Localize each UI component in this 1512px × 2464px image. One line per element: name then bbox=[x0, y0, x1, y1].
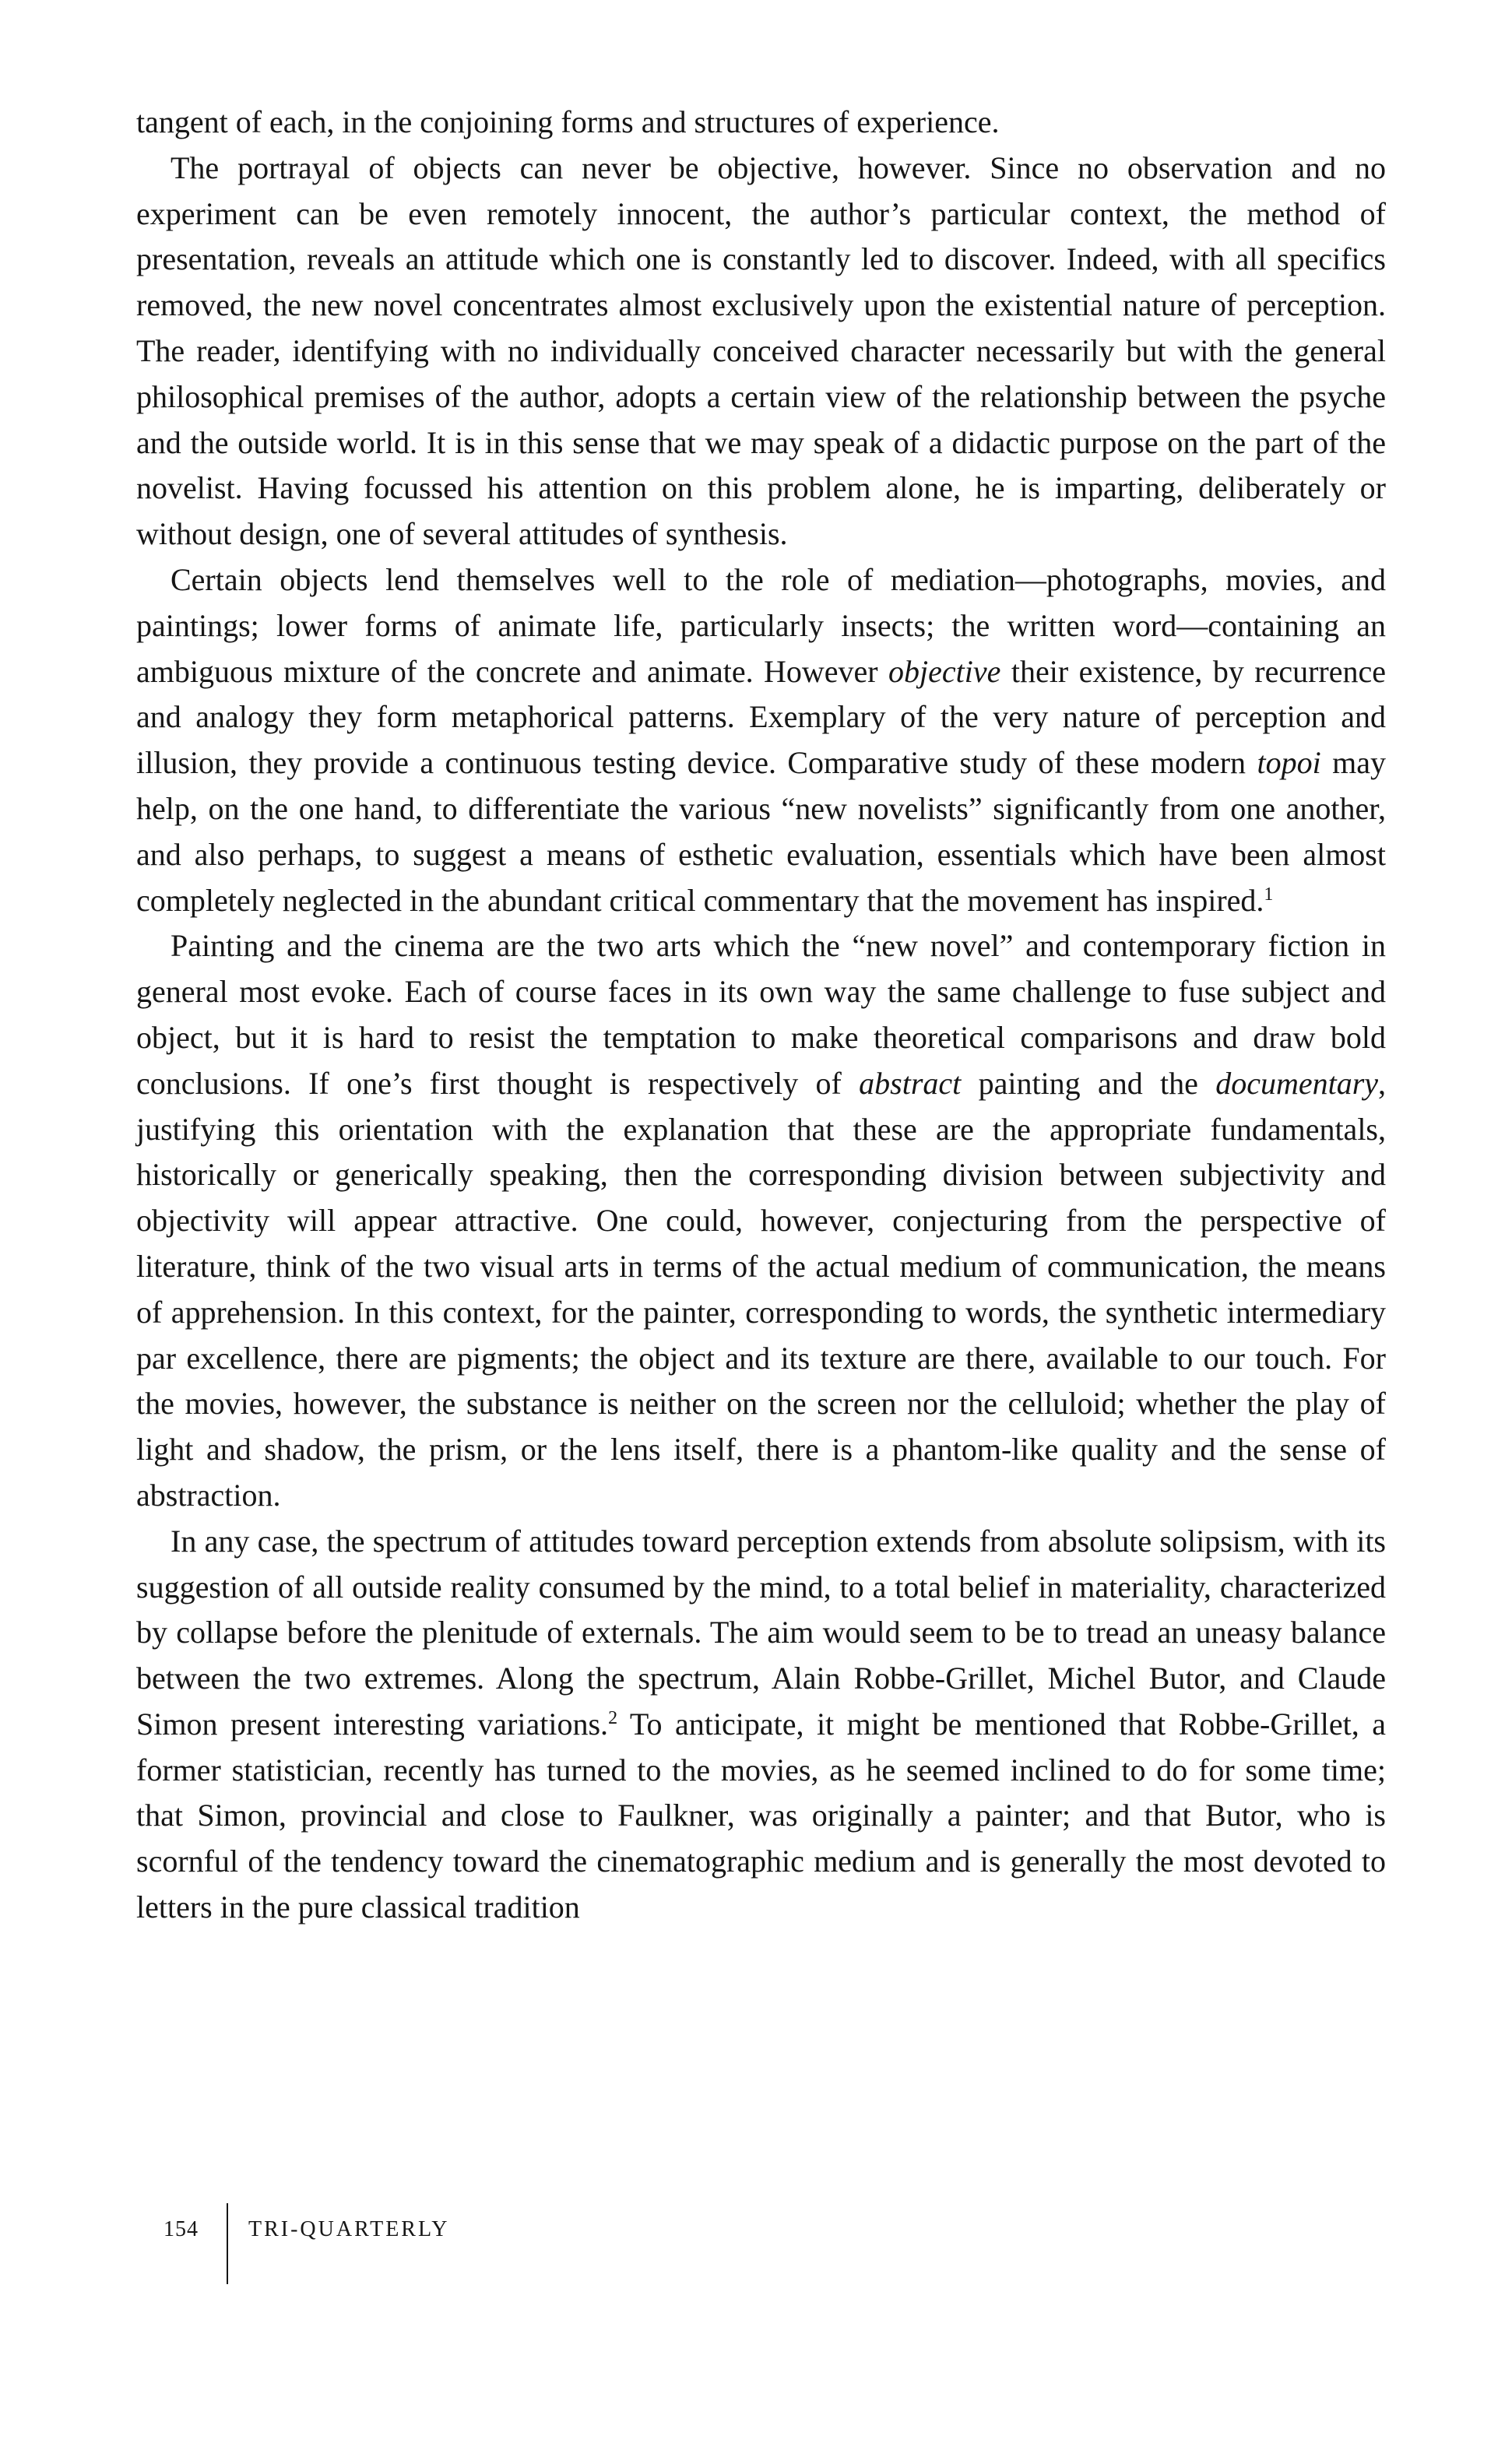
paragraph bbox=[136, 557, 1386, 923]
italic-text: objective bbox=[888, 653, 1001, 689]
page-number: 154 bbox=[164, 2217, 199, 2241]
text-run: To anticipate, it might be mentioned that Robbe-Grillet, a former statistician, recently has turned to the movies, as he seemed inclined to do for some time; that Simon, provincial and close to Faulkner, was originally a painter; and that Butor, who is scornful of the tendency toward the cinematographic medium and is generally the most devoted to letters in the pure classical tradition bbox=[136, 1706, 1386, 1925]
footnote-marker: 2 bbox=[608, 1707, 618, 1728]
paragraph bbox=[136, 923, 1386, 1518]
text-run: tangent of each, in the conjoining forms and structures of experience. bbox=[136, 104, 1000, 139]
body-text bbox=[136, 100, 1386, 1931]
italic-text: topoi bbox=[1257, 745, 1321, 781]
text-run: In any case, the spectrum of attitudes toward perception extends from absolute solipsism, with its suggestion of all outside reality consumed by the mind, to a total belief in materiality, characterized by collapse before the plenitude of externals. The aim would seem to be to tread an uneasy balance between the two extremes. Along the spectrum, Alain Robbe-Grillet, Michel Butor, and Claude Simon present interesting variations. bbox=[136, 1523, 1386, 1742]
footer-divider bbox=[227, 2203, 228, 2284]
paragraph bbox=[136, 1519, 1386, 1931]
text-run: may help, on the one hand, to differentiate the various “new novelists” significantly from one another, and also perhaps, to suggest a means of esthetic evaluation, essentials which have been almost completely neglected in the abundant critical commentary that the movement has inspired. bbox=[136, 745, 1386, 918]
paragraph bbox=[136, 146, 1386, 557]
journal-title: TRI-QUARTERLY bbox=[248, 2217, 450, 2241]
text-run: The portrayal of objects can never be objective, however. Since no observation and no experiment can be even remotely innocent, the author’s particular context, the method of presentation, reveals an attitude which one is constantly led to discover. Indeed, with all specifics removed, the new novel concentrates almost exclusively upon the existential nature of perception. The reader, identifying with no individually conceived character necessarily but with the general philosophical premises of the author, adopts a certain view of the relationship between the psyche and the outside world. It is in this sense that we may speak of a didactic purpose on the part of the novelist. Having focussed his attention on this problem alone, he is imparting, deliberately or without design, one of several attitudes of synthesis. bbox=[136, 149, 1386, 552]
italic-text: abstract bbox=[859, 1065, 962, 1101]
text-run: Painting and the cinema are the two arts which the “new novel” and contemporary fiction in general most evoke. Each of course faces in its own way the same challenge to fuse subject and object, but it is hard to resist the temptation to make theoretical comparisons and draw bold conclusions. If one’s first thought is respectively of bbox=[136, 928, 1386, 1101]
text-run: Certain objects lend themselves well to the role of mediation—photographs, movies, and paintings; lower forms of animate life, particularly insects; the written word—containing an ambiguous mixture of the concrete and animate. However bbox=[136, 561, 1386, 689]
text-run: their existence, by recurrence and analogy they form metaphorical patterns. Exemplary of the very nature of perception and illusion, they provide a continuous testing device. Comparative study of these modern bbox=[136, 653, 1386, 781]
paragraph bbox=[136, 100, 1386, 146]
footnote-marker: 1 bbox=[1264, 884, 1274, 905]
text-run: , justifying this orientation with the explanation that these are the appropriate fundamentals, historically or generically speaking, then the corresponding division between subjectivity and objectivity will appear attractive. One could, however, conjecturing from the perspective of literature, think of the two visual arts in terms of the actual medium of communication, the means of apprehension. In this context, for the painter, corresponding to words, the synthetic intermediary par excellence, there are pigments; the object and its texture are there, available to our touch. For the movies, however, the substance is neither on the screen nor the celluloid; whether the play of light and shadow, the prism, or the lens itself, there is a phantom-like quality and the sense of abstraction. bbox=[136, 1065, 1387, 1513]
italic-text: documentary bbox=[1215, 1065, 1379, 1101]
text-run: painting and the bbox=[961, 1065, 1216, 1101]
